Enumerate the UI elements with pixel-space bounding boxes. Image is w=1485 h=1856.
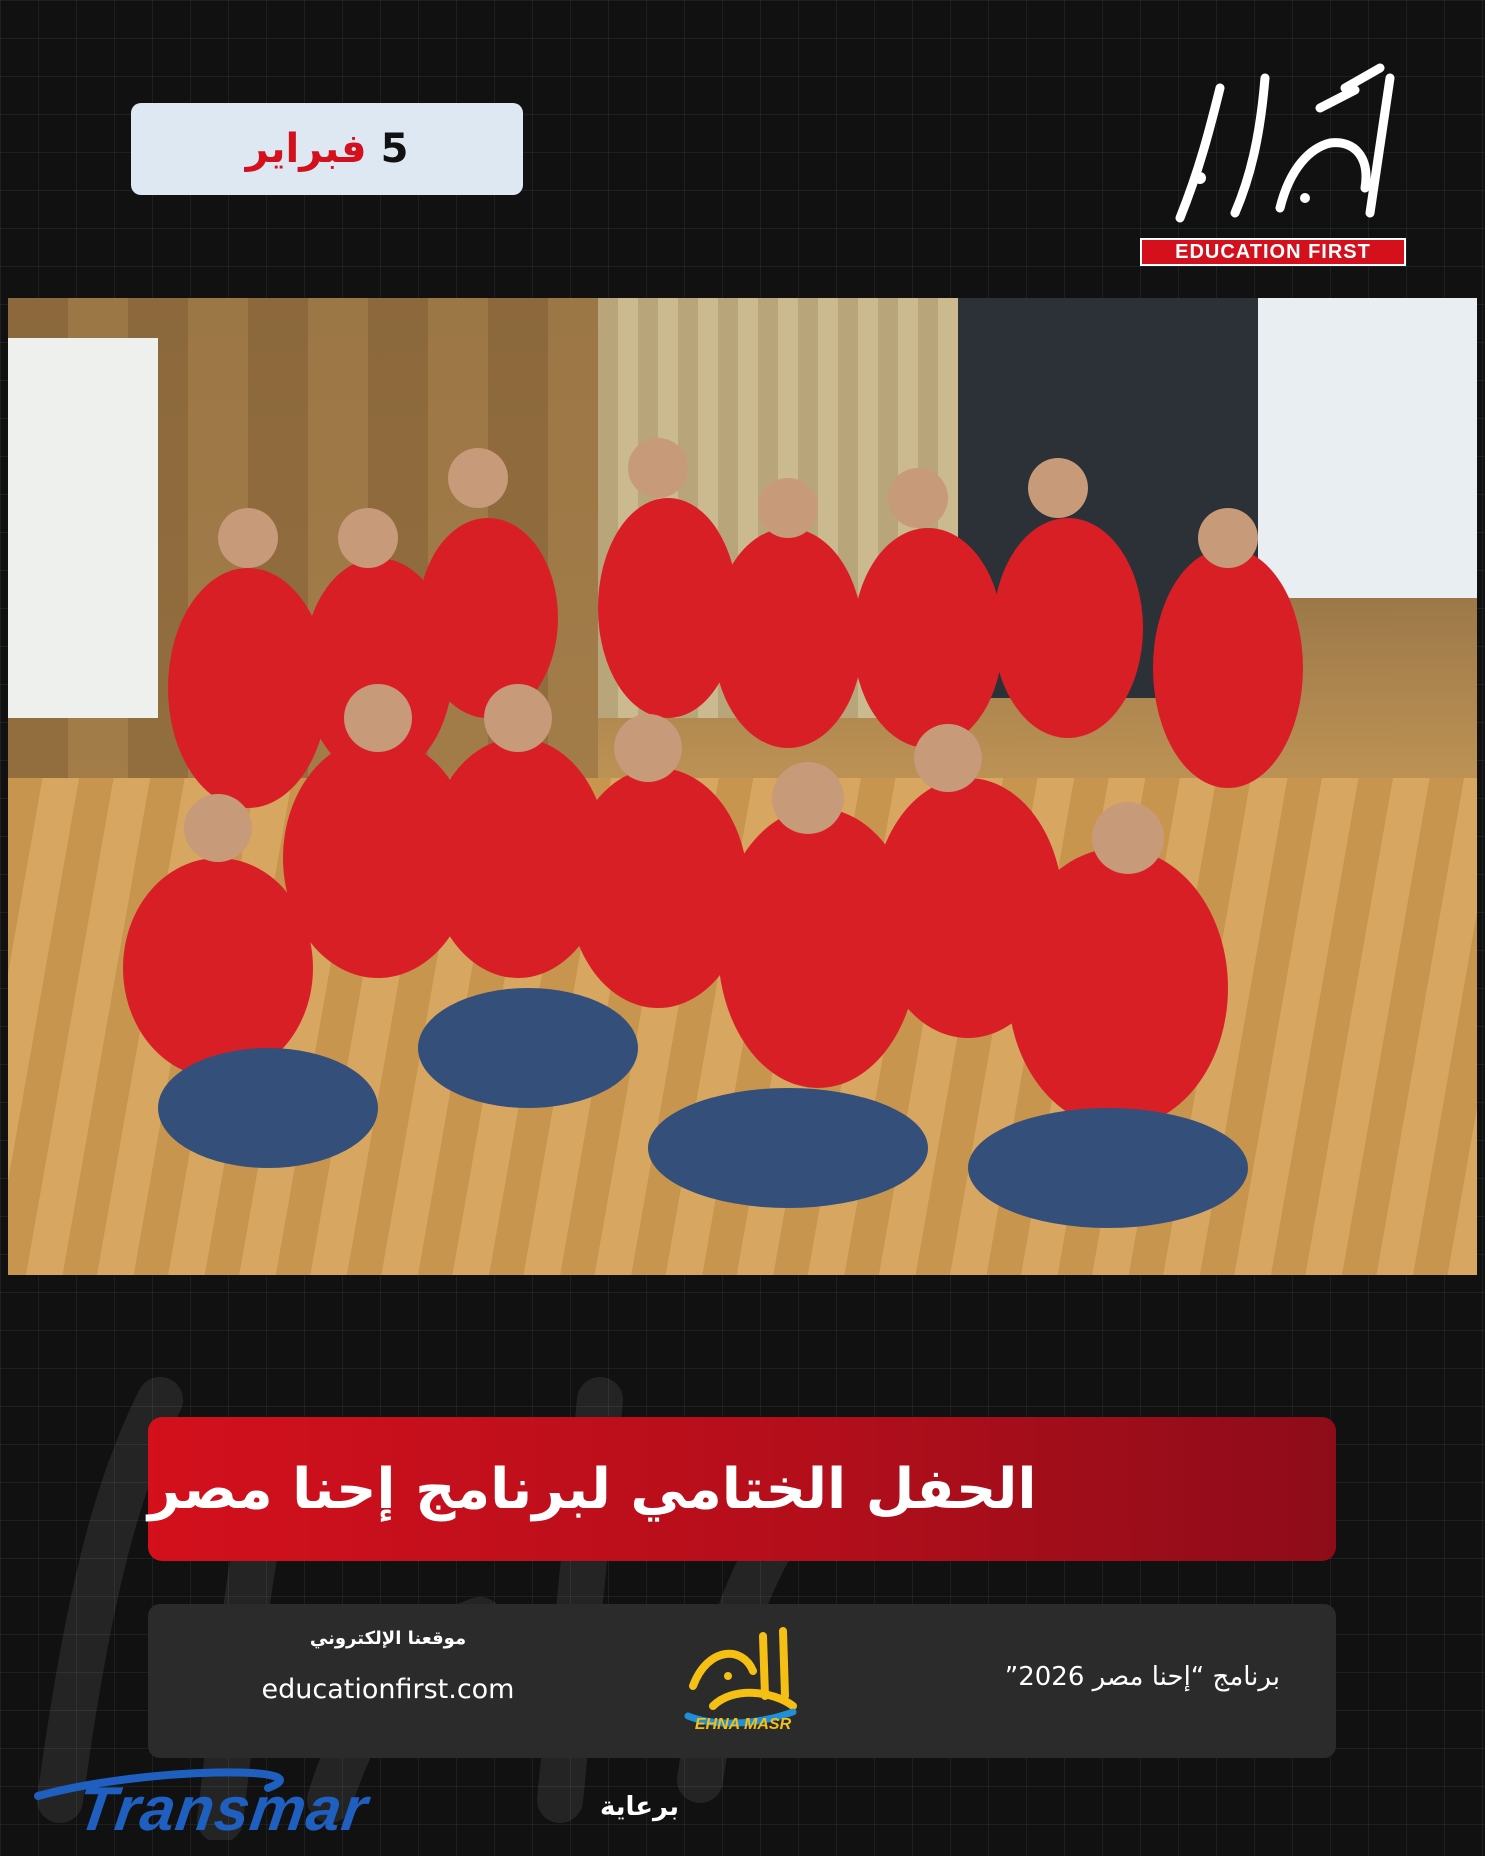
website-link[interactable]: educationfirst.com: [261, 1674, 515, 1705]
date-day: 5: [380, 126, 409, 172]
transmar-wordmark: Transmar: [73, 1775, 373, 1844]
ehna-masr-label: EHNA MASR: [694, 1716, 792, 1733]
transmar-logo: [28, 1766, 568, 1846]
date-badge: [131, 103, 523, 195]
education-first-logo: [1140, 48, 1410, 268]
program-name: برنامج “إحنا مصر 2026”: [1004, 1662, 1280, 1692]
sponsor-label: برعاية: [600, 1792, 679, 1822]
info-panel: [148, 1604, 1336, 1758]
arabic-calligraphy-logo-icon: [1140, 48, 1410, 233]
website-label: موقعنا الإلكتروني: [309, 1628, 467, 1649]
title-banner: [148, 1417, 1336, 1561]
date-month: فبراير: [245, 126, 367, 172]
page-title: الحفل الختامي لبرنامج إحنا مصر: [148, 1456, 1037, 1522]
students-in-red-hoodies-icon: [68, 388, 1477, 1248]
group-photo: [8, 298, 1477, 1275]
logo-band: EDUCATION FIRST: [1140, 238, 1406, 266]
